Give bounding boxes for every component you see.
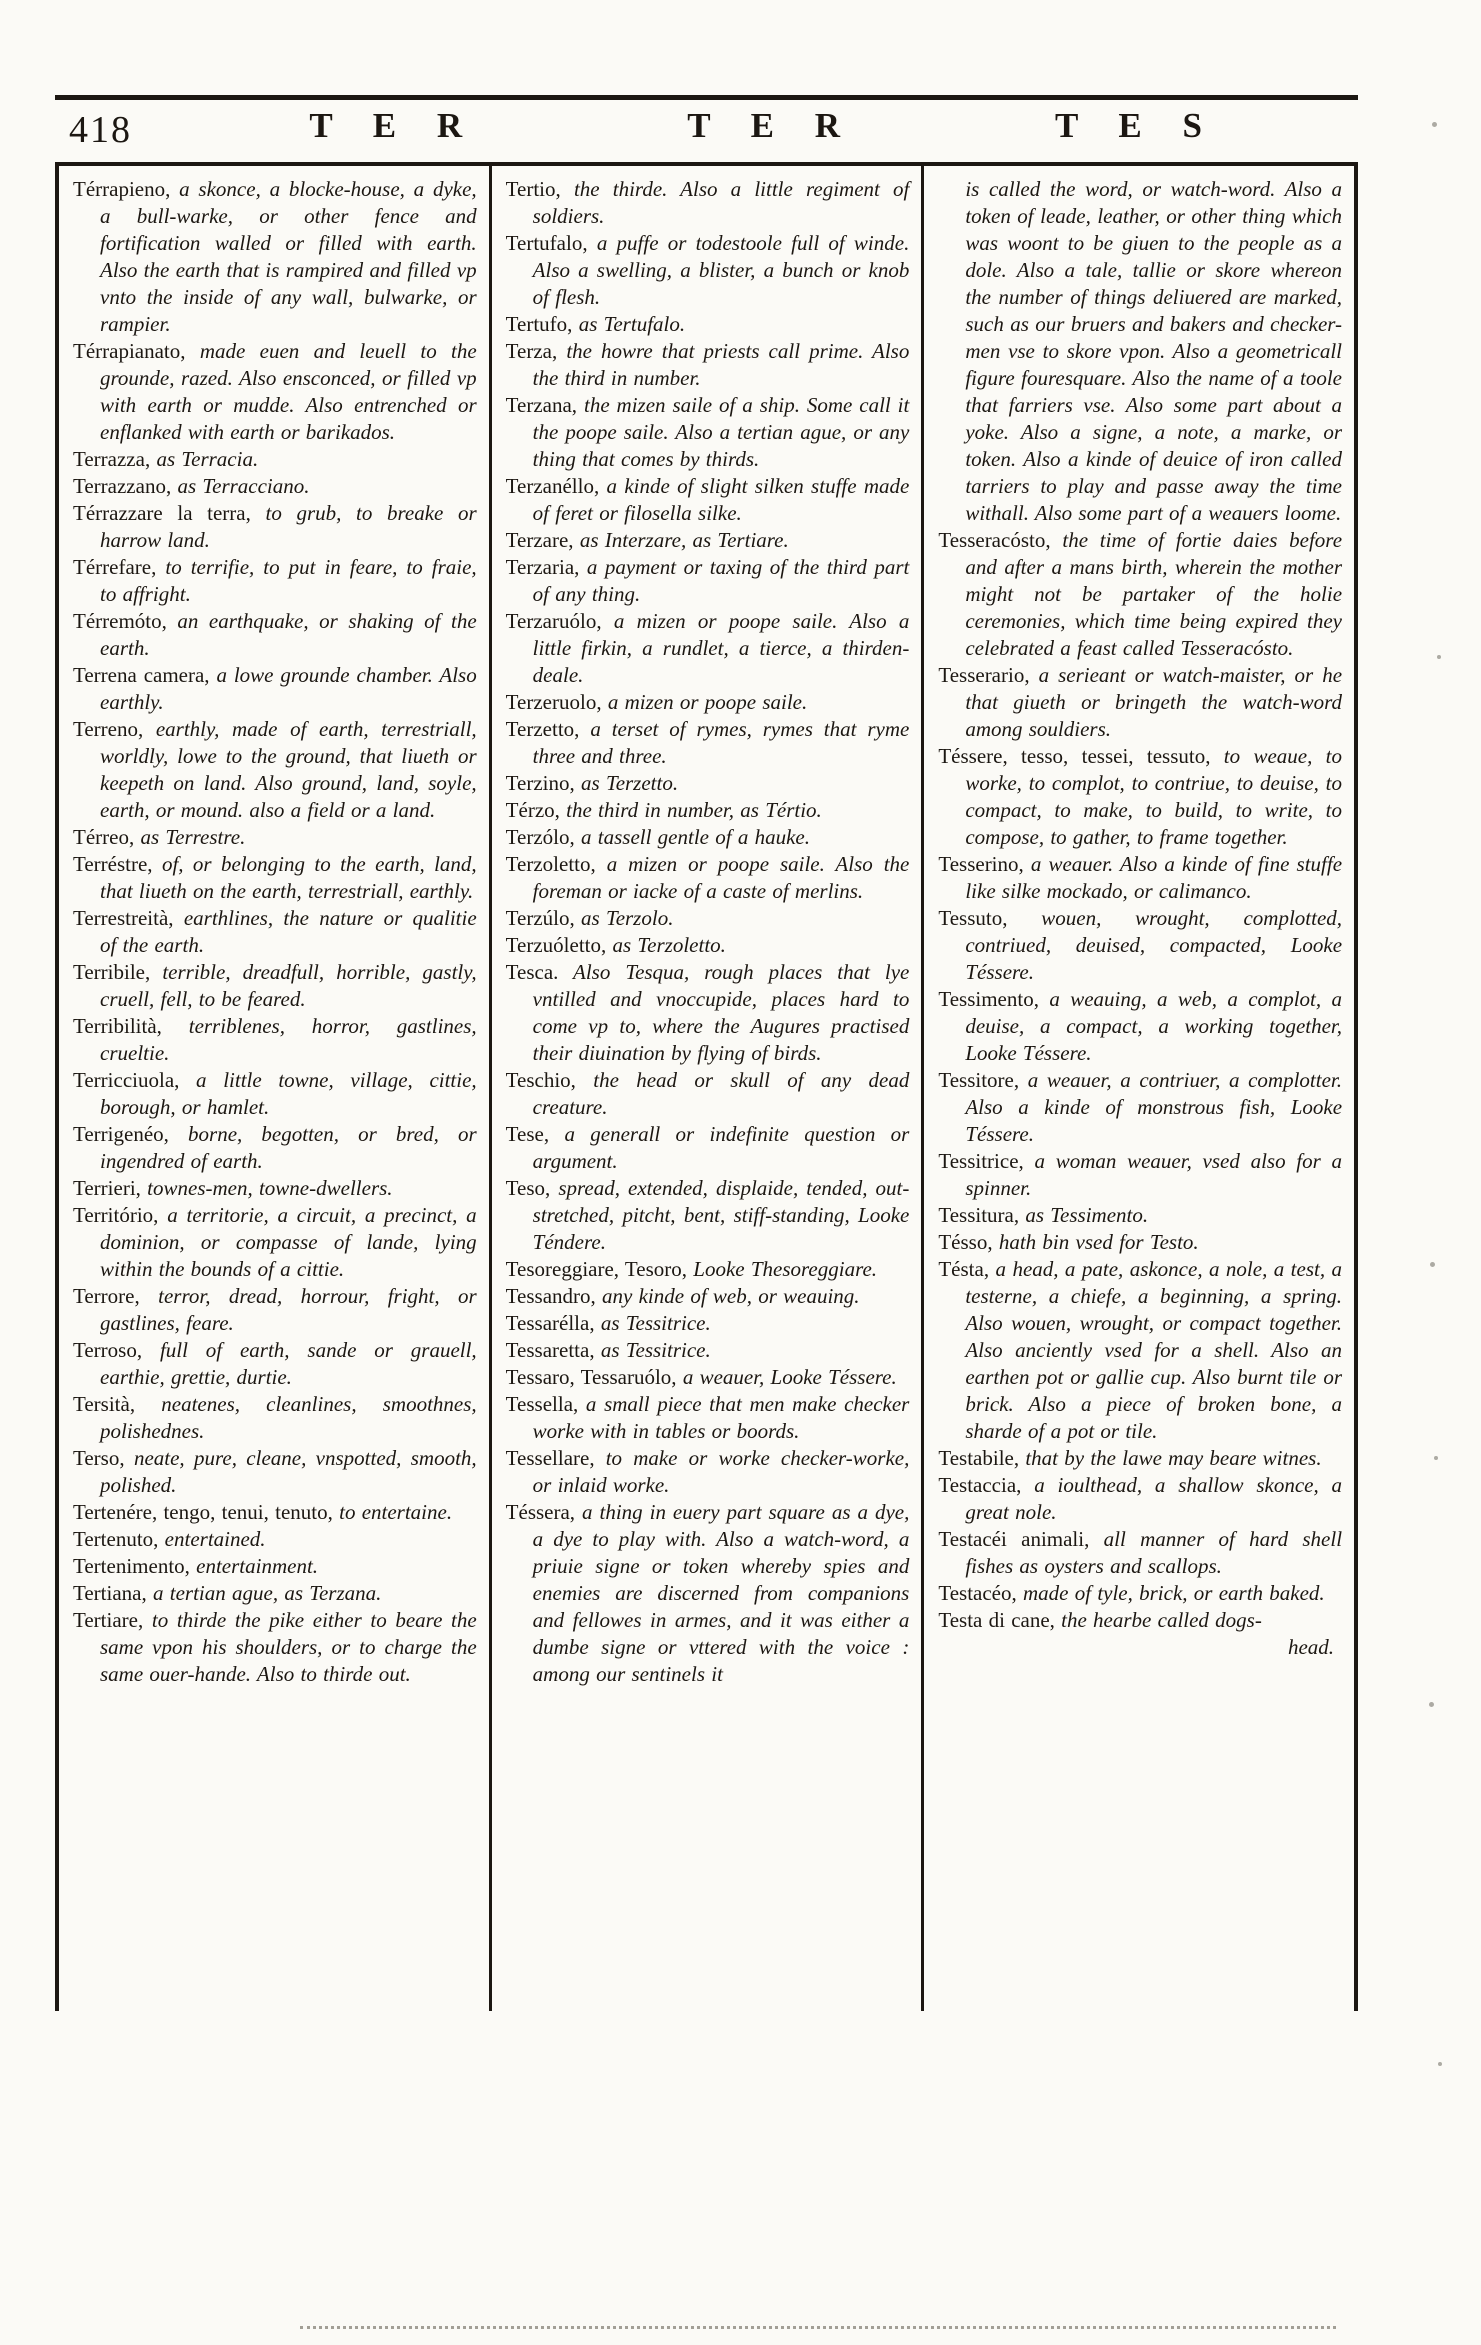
- dictionary-entry: [506, 689, 910, 716]
- definition: as Tessitrice.: [600, 1311, 711, 1335]
- definition: as Interzare, as Tertiare.: [579, 528, 789, 552]
- dictionary-entry: [506, 1283, 910, 1310]
- dictionary-entry: [73, 959, 477, 1013]
- headword: Terzana,: [505, 393, 578, 417]
- definition: spread, extended, displaide, tended, out-stretched, pitcht, bent, stiff-standing, Looke Téndere.: [532, 1176, 910, 1254]
- headword: Tessaretta,: [505, 1338, 595, 1362]
- dictionary-entry: [73, 1175, 477, 1202]
- headword: Térrapianato,: [73, 339, 186, 363]
- running-head-left: T E R: [309, 106, 479, 145]
- headword: Tessella,: [505, 1392, 579, 1416]
- dictionary-entry: [73, 1283, 477, 1337]
- dictionary-entry: [73, 554, 477, 608]
- definition: made euen and leuell to the grounde, razed. Also ensconced, or filled vp with earth or mudde. Also entrenched or enflanked with earth or barikados.: [100, 339, 477, 444]
- scan-speck: [1430, 1262, 1435, 1267]
- headword: Terzaria,: [505, 555, 580, 579]
- definition: of, or belonging to the earth, land, that liueth on the earth, terrestriall, earthly.: [100, 852, 477, 903]
- headword: Terzetto,: [505, 717, 580, 741]
- dictionary-entry: [938, 905, 1342, 986]
- definition: townes-men, towne-dwellers.: [147, 1176, 393, 1200]
- headword: Tesserino,: [938, 852, 1024, 876]
- running-head-center: T E R: [687, 106, 857, 145]
- headword: Tessitore,: [938, 1068, 1020, 1092]
- dictionary-entry: [938, 1472, 1342, 1526]
- dictionary-entry: [938, 1445, 1342, 1472]
- definition: is called the word, or watch-word. Also a token of leade, leather, or other thing which was woont to be giuen to the people as a dole. Also a tale, tallie or skore whereon the number of things deliuered are marked, such as our bruers and bakers and checker-men vse to skore vpon. Also a geometricall figure fouresquare. Also the name of a toole that farriers vse. Also some part about a yoke. Also a signe, a note, a marke, or token. Also a kinde of deuice of iron called tarriers to play and passe away the time withall. Also some part of a weauers loome.: [965, 177, 1343, 525]
- dictionary-entry: [506, 1391, 910, 1445]
- headword: Tessuto,: [938, 906, 1008, 930]
- definition: to entertaine.: [339, 1500, 453, 1524]
- definition: a head, a pate, askonce, a nole, a test, a testerne, a chiefe, a beginning, a spring. Also wouen, wrought, or compact together. Also anciently vsed for a shell. Also an earthen pot or gallie cup. Also burnt tile or brick. Also a piece of broken bone, a sharde of a pot or tile.: [965, 1257, 1343, 1443]
- definition: a kinde of slight silken stuffe made of feret or filosella silke.: [532, 474, 910, 525]
- headword: Terrazza,: [73, 447, 151, 471]
- column-1: [59, 166, 489, 2011]
- headword: Tertufalo,: [505, 231, 588, 255]
- dictionary-entry: [73, 176, 477, 338]
- definition: a little towne, village, cittie, borough, or hamlet.: [100, 1068, 477, 1119]
- definition: made of tyle, brick, or earth baked.: [1023, 1581, 1325, 1605]
- scan-speck: [1437, 655, 1441, 659]
- headword: Tersità,: [73, 1392, 136, 1416]
- headword: Testabile,: [938, 1446, 1020, 1470]
- headword: Teso,: [505, 1176, 551, 1200]
- dictionary-entry: [506, 392, 910, 473]
- definition: as Tessitrice.: [600, 1338, 711, 1362]
- headword: Teschio,: [505, 1068, 576, 1092]
- headword: Tesserario,: [938, 663, 1030, 687]
- definition: the mizen saile of a ship. Some call it the poope saile. Also a tertian ague, or any thing that comes by thirds.: [532, 393, 910, 471]
- dictionary-entry: [73, 446, 477, 473]
- dictionary-entry: [506, 338, 910, 392]
- dictionary-entry: [506, 608, 910, 689]
- dictionary-entry: [938, 986, 1342, 1067]
- headword: Tessandro,: [505, 1284, 596, 1308]
- definition: a thing in euery part square as a dye, a dye to play with. Also a watch-word, a priuie signe or token whereby spies and enemies are discerned from companions and fellowes in armes, and it was either a dumbe signe or vttered with the voice : among our sentinels it: [532, 1500, 910, 1686]
- dictionary-entry: [506, 1499, 910, 1688]
- headword: Terrigenéo,: [73, 1122, 169, 1146]
- definition: a weauer, a contriuer, a complotter. Also a kinde of monstrous fish, Looke Téssere.: [965, 1068, 1343, 1146]
- headword: Terrena camera,: [73, 663, 210, 687]
- headword: Testacéi animali,: [938, 1527, 1090, 1551]
- headword: Testaccia,: [938, 1473, 1022, 1497]
- headword: Terzuóletto,: [505, 933, 607, 957]
- headword: Tertiana,: [73, 1581, 147, 1605]
- definition: an earthquake, or shaking of the earth.: [100, 609, 477, 660]
- dictionary-entry: [506, 230, 910, 311]
- page-bottom-edge: [300, 2326, 1336, 2329]
- definition: the third in number, as Tértio.: [566, 798, 822, 822]
- definition: terror, dread, horrour, fright, or gastlines, feare.: [100, 1284, 477, 1335]
- definition: a mizen or poope saile. Also the foreman or iacke of a caste of merlins.: [532, 852, 910, 903]
- headword: Tessarélla,: [505, 1311, 595, 1335]
- headword: Tertenuto,: [73, 1527, 159, 1551]
- headword: Testacéo,: [938, 1581, 1017, 1605]
- headword: Tésta,: [938, 1257, 990, 1281]
- headword: Tese,: [505, 1122, 550, 1146]
- definition: to thirde the pike either to beare the same vpon his shoulders, or to charge the same ouer-hande. Also to thirde out.: [100, 1608, 477, 1686]
- headword: Tessimento,: [938, 987, 1039, 1011]
- dictionary-entry: [73, 1121, 477, 1175]
- headword: Tésso,: [938, 1230, 993, 1254]
- dictionary-entry: [938, 1202, 1342, 1229]
- headword: Tessellare,: [505, 1446, 595, 1470]
- headword: Tesoreggiare, Tesoro,: [505, 1257, 688, 1281]
- dictionary-entry: [938, 1256, 1342, 1445]
- headword: Téssera,: [505, 1500, 576, 1524]
- dictionary-entry: [73, 500, 477, 554]
- headword: Térzo,: [505, 798, 560, 822]
- headword: Terreno,: [73, 717, 144, 741]
- definition: neatenes, cleanlines, smoothnes, polishednes.: [100, 1392, 477, 1443]
- headword: Terrore,: [73, 1284, 140, 1308]
- headword: Terzólo,: [505, 825, 575, 849]
- headword: Tessitrice,: [938, 1149, 1024, 1173]
- definition: entertained.: [164, 1527, 266, 1551]
- dictionary-entry: [506, 473, 910, 527]
- dictionary-entry: [506, 554, 910, 608]
- headword: Terzoletto,: [505, 852, 596, 876]
- dictionary-entry: [506, 1121, 910, 1175]
- definition: neate, pure, cleane, vnspotted, smooth, polished.: [100, 1446, 477, 1497]
- dictionary-entry: [506, 851, 910, 905]
- dictionary-entry: [506, 797, 910, 824]
- definition: Looke Thesoreggiare.: [693, 1257, 878, 1281]
- scan-speck: [1432, 122, 1437, 127]
- headword: Téssere, tesso, tessei, tessuto,: [938, 744, 1211, 768]
- definition: full of earth, sande or grauell, earthie, grettie, durtie.: [100, 1338, 477, 1389]
- definition: to make or worke checker-worke, or inlaid worke.: [532, 1446, 910, 1497]
- definition: to grub, to breake or harrow land.: [100, 501, 477, 552]
- definition: the howre that priests call prime. Also the third in number.: [532, 339, 910, 390]
- headword: Tertufo,: [505, 312, 573, 336]
- headword: Tessaro, Tessaruólo,: [505, 1365, 677, 1389]
- definition: a small piece that men make checker worke with in tables or boords.: [532, 1392, 910, 1443]
- dictionary-entry: [506, 527, 910, 554]
- dictionary-entry: [938, 1148, 1342, 1202]
- dictionary-entry: [73, 608, 477, 662]
- headword: Térreo,: [73, 825, 135, 849]
- dictionary-entry: [506, 959, 910, 1067]
- definition: borne, begotten, or bred, or ingendred of earth.: [100, 1122, 477, 1173]
- headword: Terroso,: [73, 1338, 143, 1362]
- dictionary-entry: [938, 662, 1342, 743]
- dictionary-entry: [938, 1607, 1342, 1634]
- headword: Terzeruolo,: [505, 690, 602, 714]
- headword: Terza,: [505, 339, 558, 363]
- headword: Terréstre,: [73, 852, 153, 876]
- dictionary-entry: [506, 311, 910, 338]
- definition: any kinde of web, or weauing.: [602, 1284, 860, 1308]
- headword: Tesca.: [505, 960, 559, 984]
- headword: Térrefare,: [73, 555, 157, 579]
- dictionary-entry: [938, 1580, 1342, 1607]
- dictionary-entry: [73, 338, 477, 446]
- headword: Térrapieno,: [73, 177, 171, 201]
- scan-speck: [1434, 1456, 1438, 1460]
- definition: to weaue, to worke, to complot, to contriue, to deuise, to compact, to make, to build, to write, to compose, to gather, to frame together.: [965, 744, 1343, 849]
- headword: Terrieri,: [73, 1176, 141, 1200]
- headword: Terso,: [73, 1446, 125, 1470]
- headword: Terzanéllo,: [505, 474, 600, 498]
- definition: the thirde. Also a little regiment of soldiers.: [532, 177, 910, 228]
- headword: Território,: [73, 1203, 159, 1227]
- headword: Terribile,: [73, 960, 151, 984]
- dictionary-entry: [73, 1553, 477, 1580]
- dictionary-entry: [506, 932, 910, 959]
- definition: as Terzetto.: [581, 771, 679, 795]
- dictionary-entry: [73, 1337, 477, 1391]
- dictionary-entry: [506, 1175, 910, 1256]
- dictionary-entry: [938, 1067, 1342, 1148]
- dictionary-entry: [73, 1067, 477, 1121]
- headword: Terricciuola,: [73, 1068, 180, 1092]
- definition: as Terracciano.: [177, 474, 310, 498]
- column-2: [489, 166, 922, 2011]
- dictionary-entry: [506, 1445, 910, 1499]
- definition: as Terzoletto.: [612, 933, 726, 957]
- definition: as Tessimento.: [1025, 1203, 1149, 1227]
- dictionary-entry: [73, 1013, 477, 1067]
- dictionary-entry: [73, 1526, 477, 1553]
- text-columns: [55, 166, 1358, 2011]
- definition: a weauer. Also a kinde of fine stuffe like silke mockado, or calimanco.: [965, 852, 1343, 903]
- definition: that by the lawe may beare witnes.: [1025, 1446, 1322, 1470]
- scan-speck: [1438, 2062, 1442, 2066]
- dictionary-entry: [73, 473, 477, 500]
- headword: Terzare,: [505, 528, 574, 552]
- definition: a ioulthead, a shallow skonce, a great nole.: [965, 1473, 1343, 1524]
- headword: Tertenimento,: [73, 1554, 190, 1578]
- definition: a lowe grounde chamber. Also earthly.: [100, 663, 477, 714]
- definition: a skonce, a blocke-house, a dyke, a bull-warke, or other fence and fortification walled or filled with earth. Also the earth that is rampired and filled vp vnto the inside of any wall, bulwarke, or rampier.: [100, 177, 477, 336]
- dictionary-entry: [506, 1364, 910, 1391]
- definition: hath bin vsed for Testo.: [998, 1230, 1199, 1254]
- definition: a mizen or poope saile. Also a little firkin, a rundlet, a tierce, a thirden-deale.: [532, 609, 910, 687]
- column-3: [921, 166, 1354, 2011]
- headword: Terrazzano,: [73, 474, 172, 498]
- page-header: [55, 100, 1358, 162]
- definition: a payment or taxing of the third part of any thing.: [532, 555, 910, 606]
- dictionary-entry: [938, 527, 1342, 662]
- headword: Terrestreità,: [73, 906, 174, 930]
- definition: as Terzolo.: [581, 906, 674, 930]
- dictionary-entry: [73, 662, 477, 716]
- dictionary-entry: [73, 716, 477, 824]
- dictionary-entry: [506, 716, 910, 770]
- definition: the time of fortie daies before and after a mans birth, wherein the mother might not be partaker of the holie ceremonies, which time being expired they celebrated a feast called Tesseracósto.: [965, 528, 1343, 660]
- dictionary-entry: [938, 743, 1342, 851]
- definition: the hearbe called dogs-: [1061, 1608, 1262, 1632]
- headword: Terzaruólo,: [505, 609, 602, 633]
- dictionary-entry: [73, 1499, 477, 1526]
- definition: a puffe or todestoole full of winde. Also a swelling, a blister, a bunch or knob of flesh.: [532, 231, 910, 309]
- definition: as Terracia.: [156, 447, 259, 471]
- definition: terrible, dreadfull, horrible, gastly, cruell, fell, to be feared.: [100, 960, 477, 1011]
- definition: a territorie, a circuit, a precinct, a dominion, or compasse of lande, lying within the bounds of a cittie.: [100, 1203, 477, 1281]
- definition: all manner of hard shell fishes as oysters and scallops.: [965, 1527, 1343, 1578]
- definition: earthly, made of earth, terrestriall, worldly, lowe to the ground, that liueth or keepeth on land. Also ground, land, soyle, earth, or mound. also a field or a land.: [100, 717, 477, 822]
- dictionary-entry: [506, 824, 910, 851]
- page-number: 418: [69, 109, 132, 151]
- definition: a generall or indefinite question or argument.: [532, 1122, 910, 1173]
- dictionary-entry: [506, 1310, 910, 1337]
- headword: Terribilità,: [73, 1014, 162, 1038]
- dictionary-entry: [938, 1526, 1342, 1580]
- headword: Térremóto,: [73, 609, 167, 633]
- dictionary-entry: [73, 1391, 477, 1445]
- definition: the head or skull of any dead creature.: [532, 1068, 910, 1119]
- dictionary-entry: [938, 851, 1342, 905]
- definition: entertainment.: [196, 1554, 319, 1578]
- headword: Térrazzare la terra,: [73, 501, 251, 525]
- headword: Tertiare,: [73, 1608, 144, 1632]
- page-frame: [55, 95, 1358, 2011]
- headword: Tertenére, tengo, tenui, tenuto,: [73, 1500, 333, 1524]
- dictionary-entry: [73, 1202, 477, 1283]
- definition: a tertian ague, as Terzana.: [153, 1581, 382, 1605]
- dictionary-entry: [73, 851, 477, 905]
- dictionary-entry: [73, 1445, 477, 1499]
- dictionary-entry: [73, 905, 477, 959]
- definition: as Terrestre.: [140, 825, 246, 849]
- dictionary-entry: [73, 824, 477, 851]
- running-head-right: T E S: [1054, 106, 1218, 145]
- headword: Terzino,: [505, 771, 575, 795]
- definition: Also Tesqua, rough places that lye vntilled and vnoccupide, places hard to come vp to, where the Augures practised their diuination by flying of birds.: [532, 960, 910, 1065]
- dictionary-entry: [73, 1580, 477, 1607]
- definition: a serieant or watch-maister, or he that giueth or bringeth the watch-word among souldiers.: [965, 663, 1343, 741]
- headword: Tertio,: [505, 177, 561, 201]
- definition: a woman weauer, vsed also for a spinner.: [965, 1149, 1343, 1200]
- definition: a terset of rymes, rymes that ryme three and three.: [532, 717, 910, 768]
- headword: Testa di cane,: [938, 1608, 1055, 1632]
- headword: Terzúlo,: [505, 906, 575, 930]
- dictionary-entry: [506, 1337, 910, 1364]
- definition: as Tertufalo.: [578, 312, 686, 336]
- definition: a tassell gentle of a hauke.: [581, 825, 810, 849]
- definition: to terrifie, to put in feare, to fraie, to affright.: [100, 555, 477, 606]
- scan-speck: [1429, 1702, 1434, 1707]
- definition: a mizen or poope saile.: [607, 690, 808, 714]
- headword: Tessitura,: [938, 1203, 1020, 1227]
- definition: wouen, wrought, complotted, contriued, deuised, compacted, Looke Téssere.: [965, 906, 1343, 984]
- entry-continuation: [938, 176, 1342, 527]
- catchword: head.: [1287, 1635, 1335, 1659]
- definition: a weauing, a web, a complot, a deuise, a compact, a working together, Looke Téssere.: [965, 987, 1343, 1065]
- dictionary-entry: [938, 1229, 1342, 1256]
- definition: earthlines, the nature or qualitie of the earth.: [100, 906, 477, 957]
- dictionary-entry: [506, 770, 910, 797]
- dictionary-entry: [506, 905, 910, 932]
- definition: a weauer, Looke Téssere.: [682, 1365, 897, 1389]
- headword: Tesseracósto,: [938, 528, 1051, 552]
- dictionary-entry: [506, 1067, 910, 1121]
- dictionary-entry: [506, 1256, 910, 1283]
- definition: terriblenes, horror, gastlines, crueltie.: [100, 1014, 477, 1065]
- dictionary-entry: [73, 1607, 477, 1688]
- dictionary-entry: [506, 176, 910, 230]
